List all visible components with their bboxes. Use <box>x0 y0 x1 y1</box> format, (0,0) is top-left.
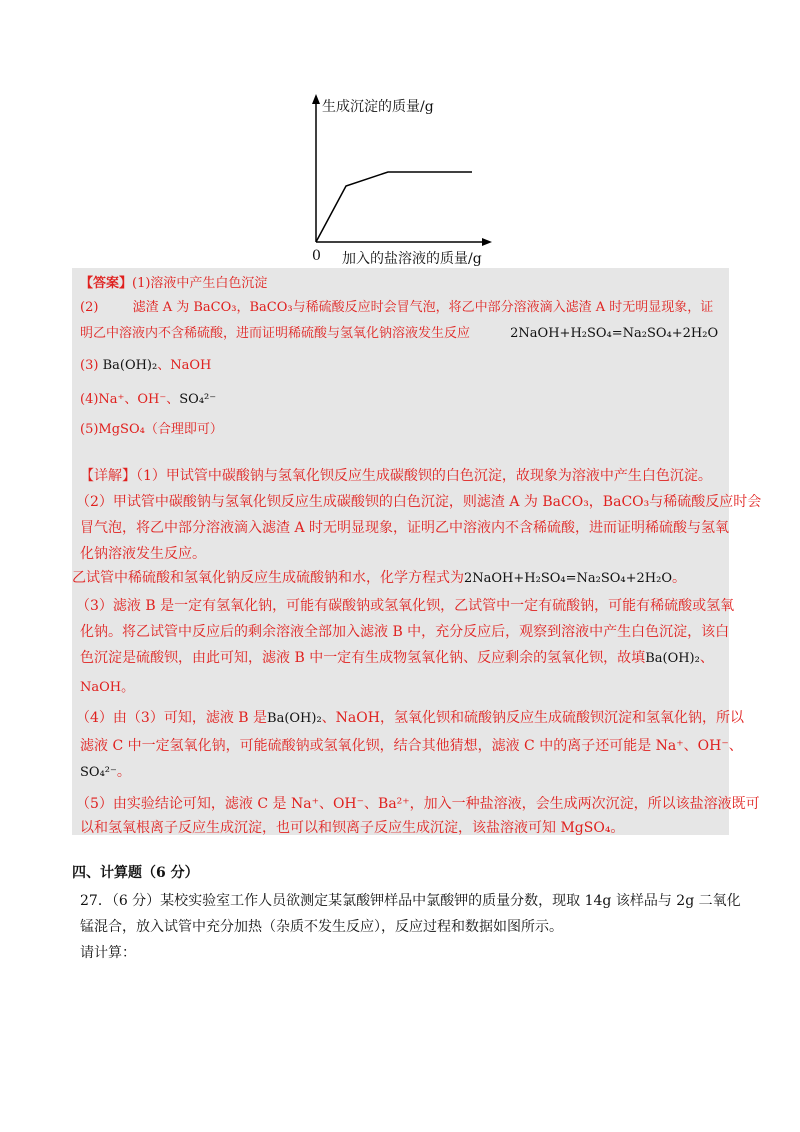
y-axis-arrow <box>312 94 320 104</box>
detail-line-8 <box>80 648 714 669</box>
detail-12-ion: SO₄²⁻ <box>80 765 117 780</box>
question-27-line-2: 锰混合，放入试管中充分加热（杂质不发生反应），反应过程和数据如图所示。 <box>80 919 563 935</box>
detail-10a: （4）由（3）可知，滤液 B 是 <box>76 710 268 726</box>
y-axis-label: 生成沉淀的质量/g <box>322 99 434 115</box>
answer-2-text2: 明乙中溶液内不含稀硫酸，进而证明稀硫酸与氢氧化钠溶液发生反应 <box>80 326 471 341</box>
answer-3-formula: Ba(OH)₂ <box>102 358 158 373</box>
answer-3-rest: 、NaOH <box>157 358 212 373</box>
question-27-line-3: 请计算： <box>80 945 136 961</box>
detail-line-4: 化钠溶液发生反应。 <box>80 546 206 562</box>
answer-2-text1: 滤渣 A 为 BaCO₃，BaCO₃与稀硫酸反应时会冒气泡，将乙中部分溶液滴入滤渣 A 时无明显现象，证 <box>132 300 714 315</box>
detail-line-6: （3）滤液 B 是一定有氢氧化钠，可能有碳酸钠或氢氧化钡，乙试管中一定有硫酸钠，可能有稀硫酸或氢氧 <box>76 598 735 614</box>
answer-3-num: (3) <box>80 358 99 373</box>
x-axis-label: 加入的盐溶液的质量/g <box>342 251 482 267</box>
detail-10-formula: Ba(OH)₂ <box>267 711 322 726</box>
origin-label: 0 <box>312 248 321 264</box>
answer-line-3 <box>80 324 718 344</box>
section-4-title: 四、计算题（6 分） <box>72 865 199 881</box>
answer-1: (1)溶液中产生白色沉淀 <box>132 276 268 291</box>
answer-line-2 <box>80 298 713 318</box>
detail-line-1: 【详解】（1）甲试管中碳酸钠与氢氧化钡反应生成碳酸钡的白色沉淀，故现象为溶液中产生白色沉淀。 <box>80 468 712 484</box>
detail-line-2: （2）甲试管中碳酸钠与氢氧化钡反应生成碳酸钡的白色沉淀，则滤渣 A 为 BaCO₃，BaCO₃与稀硫酸反应时会 <box>76 494 762 510</box>
x-axis-arrow <box>482 238 492 246</box>
answer-5: (5)MgSO₄（合理即可） <box>80 422 223 437</box>
detail-8-formula: Ba(OH)₂ <box>645 651 700 666</box>
answer-line-1 <box>80 274 267 294</box>
detail-10b: 、NaOH，氢氧化钡和硫酸钠反应生成硫酸钡沉淀和氢氧化钠，所以 <box>321 710 744 726</box>
precipitate-curve <box>316 172 472 242</box>
detail-line-5 <box>72 568 686 589</box>
precipitate-graph <box>300 92 500 268</box>
detail-line-11: 滤液 C 中一定氢氧化钠，可能硫酸钠或氢氧化钡，结合其他猜想，滤液 C 中的离子还可能是 Na⁺、OH⁻、 <box>80 738 743 754</box>
detail-5b: 。 <box>671 570 686 586</box>
detail-line-9: NaOH。 <box>80 680 135 695</box>
detail-line-3: 冒气泡，将乙中部分溶液滴入滤渣 A 时无明显现象，证明乙中溶液内不含稀硫酸，进而证明稀硫酸与氢氧 <box>80 520 730 536</box>
answer-2-num: (2) <box>80 300 99 315</box>
detail-line-12 <box>80 762 131 783</box>
answer-head: 【答案】 <box>80 276 133 291</box>
detail-12b: 。 <box>116 764 131 780</box>
detail-5-equation: 2NaOH+H₂SO₄=Na₂SO₄+2H₂O <box>464 571 672 586</box>
answer-line-6 <box>80 420 223 440</box>
detail-8a: 色沉淀是硫酸钡，由此可知，滤液 B 中一定有生成物氢氧化钠、反应剩余的氢氧化钡，故填 <box>80 650 646 666</box>
detail-8b: 、 <box>699 650 714 666</box>
detail-line-14: 以和氢氧根离子反应生成沉淀，也可以和钡离子反应生成沉淀，该盐溶液可知 MgSO₄。 <box>80 820 625 836</box>
answer-line-5 <box>80 390 216 410</box>
answer-line-4 <box>80 356 211 376</box>
graph-svg <box>300 92 500 268</box>
detail-line-7: 化钠。将乙试管中反应后的剩余溶液全部加入滤液 B 中，充分反应后，观察到溶液中产生白色沉淀，该白 <box>80 624 730 640</box>
answer-2-equation: 2NaOH+H₂SO₄=Na₂SO₄+2H₂O <box>510 326 719 341</box>
answer-4-ion: SO₄²⁻ <box>179 392 217 407</box>
detail-line-10 <box>76 708 744 729</box>
detail-line-13: （5）由实验结论可知，滤液 C 是 Na⁺、OH⁻、Ba²⁺，加入一种盐溶液，会生成两次沉淀，所以该盐溶液既可 <box>76 796 760 812</box>
question-27-line-1: 27．（6 分）某校实验室工作人员欲测定某氯酸钾样品中氯酸钾的质量分数，现取 14g 该样品与 2g 二氧化 <box>80 893 741 909</box>
detail-5a: 乙试管中稀硫酸和氢氧化钠反应生成硫酸钠和水，化学方程式为 <box>72 570 464 586</box>
answer-4: (4)Na⁺、OH⁻、 <box>80 392 180 407</box>
